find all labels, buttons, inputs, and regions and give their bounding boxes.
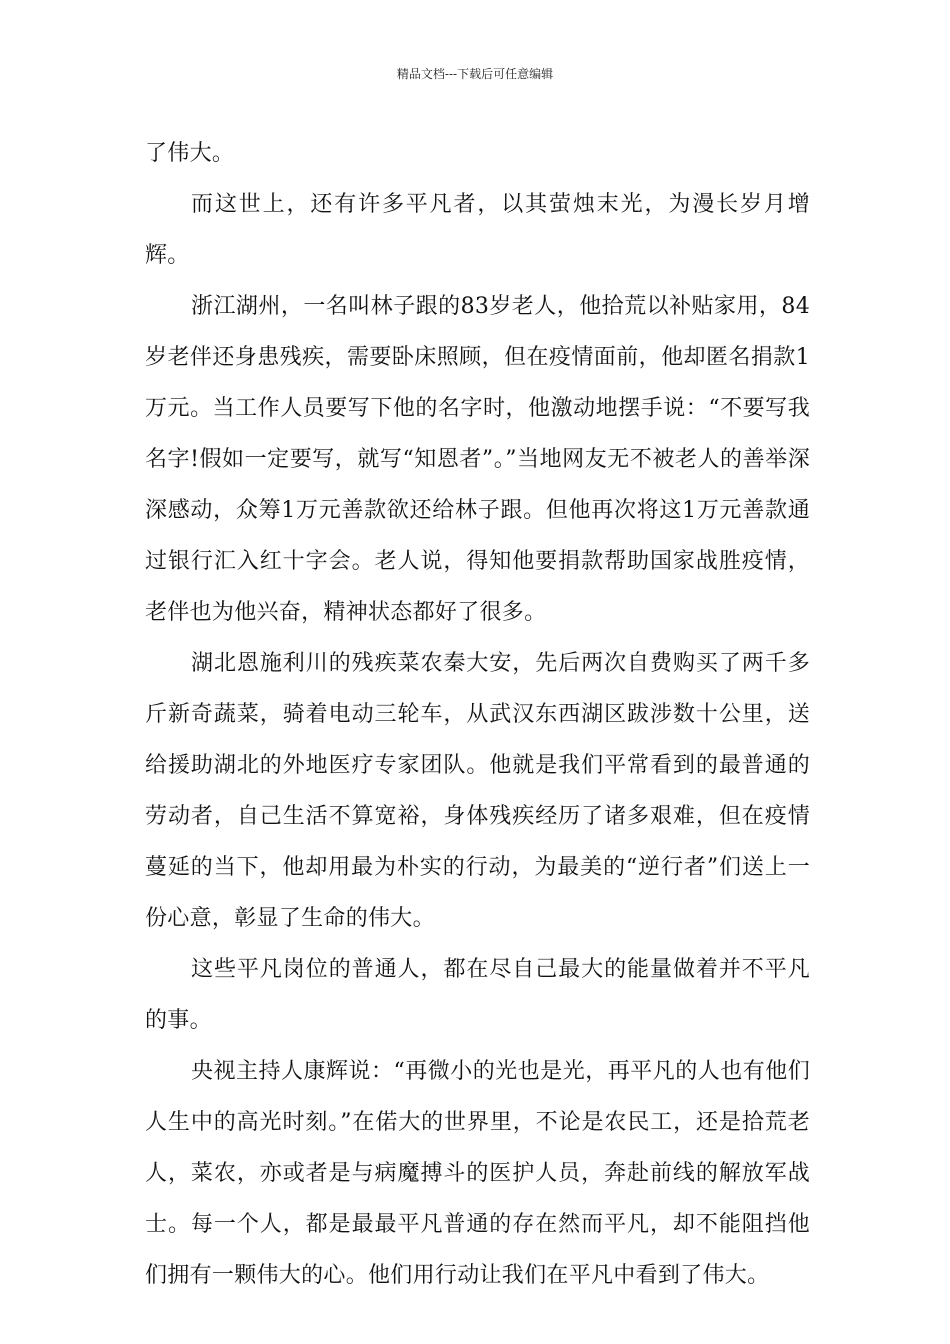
paragraph: 湖北恩施利川的残疾菜农秦大安，先后两次自费购买了两千多斤新奇蔬菜，骑着电动三轮车，从武汉东西湖区跋涉数十公里，送给援助湖北的外地医疗专家团队。他就是我们平常看到的最普通的劳动者，自己生活不算宽裕，身体残疾经历了诸多艰难，但在疫情蔓延的当下，他却用最为朴实的行动，为最美的“逆行者”们送上一份心意，彰显了生命的伟大。 (145, 651, 810, 931)
paragraph: 浙江湖州，一名叫林子跟的83岁老人，他拾荒以补贴家用，84岁老伴还身患残疾，需要卧床照顾，但在疫情面前，他却匿名捐款1万元。当工作人员要写下他的名字时，他激动地摆手说：“不要写我名字!假如一定要写，就写“知恩者”。”当地网友无不被老人的善举深深感动，众筹1万元善款欲还给林子跟。但他再次将这1万元善款通过银行汇入红十字会。老人说，得知他要捐款帮助国家战胜疫情，老伴也为他兴奋，精神状态都好了很多。 (145, 294, 810, 625)
document-body (145, 128, 810, 1301)
paragraph: 央视主持人康辉说：“再微小的光也是光，再平凡的人也有他们人生中的高光时刻。”在偌大的世界里，不论是农民工，还是拾荒老人，菜农，亦或者是与病魔搏斗的医护人员，奔赴前线的解放军战士。每一个人，都是最最平凡普通的存在然而平凡，却不能阻挡他们拥有一颗伟大的心。他们用行动让我们在平凡中看到了伟大。 (145, 1059, 810, 1288)
page-header: 精品文档---下载后可任意编辑 (396, 67, 554, 81)
paragraph: 而这世上，还有许多平凡者，以其萤烛末光，为漫长岁月增辉。 (145, 192, 810, 268)
paragraph: 这些平凡岗位的普通人，都在尽自己最大的能量做着并不平凡的事。 (145, 957, 810, 1033)
paragraph-continuation: 了伟大。 (145, 141, 235, 166)
